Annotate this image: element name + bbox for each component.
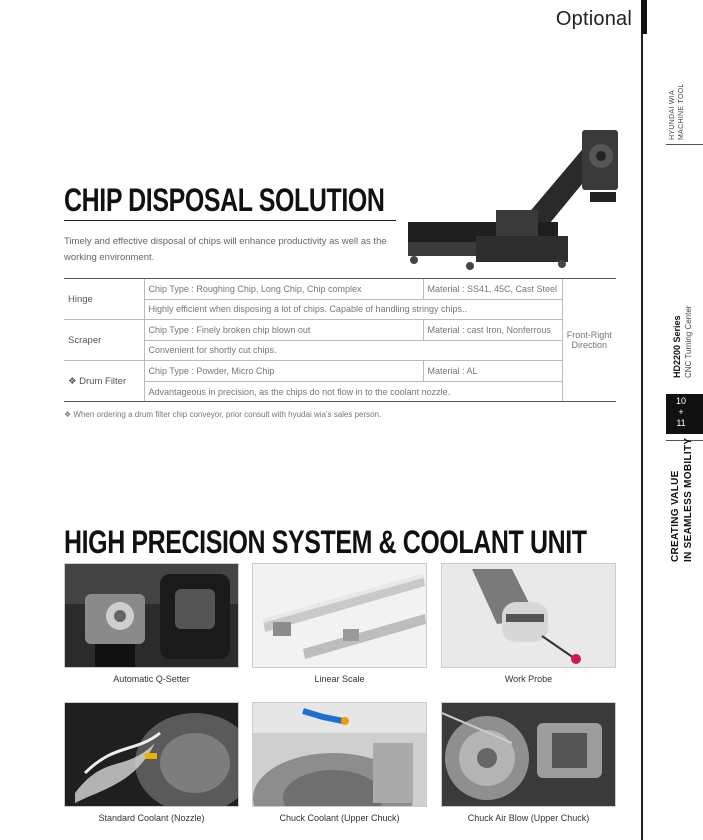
series-title: HD2200 Series bbox=[672, 315, 682, 378]
row-name-drum-filter: ❖ Drum Filter bbox=[64, 361, 144, 402]
chuck-air-blow-photo bbox=[441, 702, 616, 807]
chip-type-cell: Chip Type : Finely broken chip blown out bbox=[144, 320, 423, 341]
q-setter-photo bbox=[64, 563, 239, 668]
table-bottom-rule bbox=[64, 401, 616, 402]
page-number-plus: + bbox=[678, 407, 684, 417]
caption-chuck-coolant: Chuck Coolant (Upper Chuck) bbox=[279, 813, 400, 823]
page-number bbox=[666, 396, 696, 429]
table-row bbox=[64, 340, 616, 361]
material-cell: Material : SS41, 45C, Cast Steel bbox=[423, 279, 562, 300]
description-cell: Advantageous in precision, as the chips do not flow in to the coolant nozzle. bbox=[144, 381, 562, 402]
slogan-line-2: IN SEAMLESS MOBILITY bbox=[683, 437, 694, 562]
caption-chuck-air-blow: Chuck Air Blow (Upper Chuck) bbox=[467, 813, 590, 823]
rail-divider-line bbox=[641, 0, 643, 840]
series-subtitle: CNC Turning Center bbox=[684, 305, 693, 378]
linear-scale-photo bbox=[252, 563, 427, 668]
brand-label bbox=[668, 83, 686, 140]
table-row bbox=[64, 279, 616, 300]
slogan-line-1: CREATING VALUE bbox=[670, 470, 681, 562]
slogan bbox=[669, 438, 695, 562]
description-cell: Convenient for shortly cut chips. bbox=[144, 340, 562, 361]
material-cell: Material : cast Iron, Nonferrous bbox=[423, 320, 562, 341]
chuck-coolant-photo bbox=[252, 702, 427, 807]
page-number-second: 11 bbox=[676, 418, 686, 428]
brand-line-2: MACHINE TOOL bbox=[678, 83, 685, 140]
table-row bbox=[64, 381, 616, 402]
chip-intro-text: Timely and effective disposal of chips will enhance productivity as well as the working environment. bbox=[64, 236, 387, 263]
chip-disposal-title: CHIP DISPOSAL SOLUTION bbox=[64, 182, 385, 218]
description-cell: Highly efficient when disposing a lot of chips. Capable of handling stringy chips.. bbox=[144, 299, 562, 320]
work-probe-photo bbox=[441, 563, 616, 668]
material-cell: Material : AL bbox=[423, 361, 562, 382]
caption-work-probe: Work Probe bbox=[504, 674, 553, 684]
chip-type-cell: Chip Type : Roughing Chip, Long Chip, Chip complex bbox=[144, 279, 423, 300]
caption-q-setter: Automatic Q-Setter bbox=[113, 674, 190, 684]
table-row bbox=[64, 299, 616, 320]
row-name-scraper: Scraper bbox=[64, 320, 144, 361]
chip-conveyor-table bbox=[64, 278, 616, 402]
standard-coolant-photo bbox=[64, 702, 239, 807]
direction-cell: Front-Right Direction bbox=[562, 279, 616, 402]
caption-linear-scale: Linear Scale bbox=[314, 674, 365, 684]
brand-line-1: HYUNDAI WIA bbox=[669, 90, 676, 140]
precision-title: HIGH PRECISION SYSTEM & COOLANT UNIT bbox=[64, 524, 587, 560]
rail-top-marker bbox=[641, 0, 647, 34]
drum-filter-note: ❖ When ordering a drum filter chip conveyor, prior consult with hyudai wia's sales person. bbox=[64, 410, 382, 419]
row-name-hinge: Hinge bbox=[64, 279, 144, 320]
chip-conveyor-image bbox=[396, 118, 632, 278]
table-row bbox=[64, 361, 616, 382]
rail-rule-top bbox=[666, 144, 703, 145]
section-label: Optional bbox=[555, 8, 632, 30]
page-number-first: 10 bbox=[675, 396, 686, 406]
table-row bbox=[64, 320, 616, 341]
chip-type-cell: Chip Type : Powder, Micro Chip bbox=[144, 361, 423, 382]
title-rule bbox=[64, 220, 410, 221]
caption-standard-coolant: Standard Coolant (Nozzle) bbox=[98, 813, 205, 823]
